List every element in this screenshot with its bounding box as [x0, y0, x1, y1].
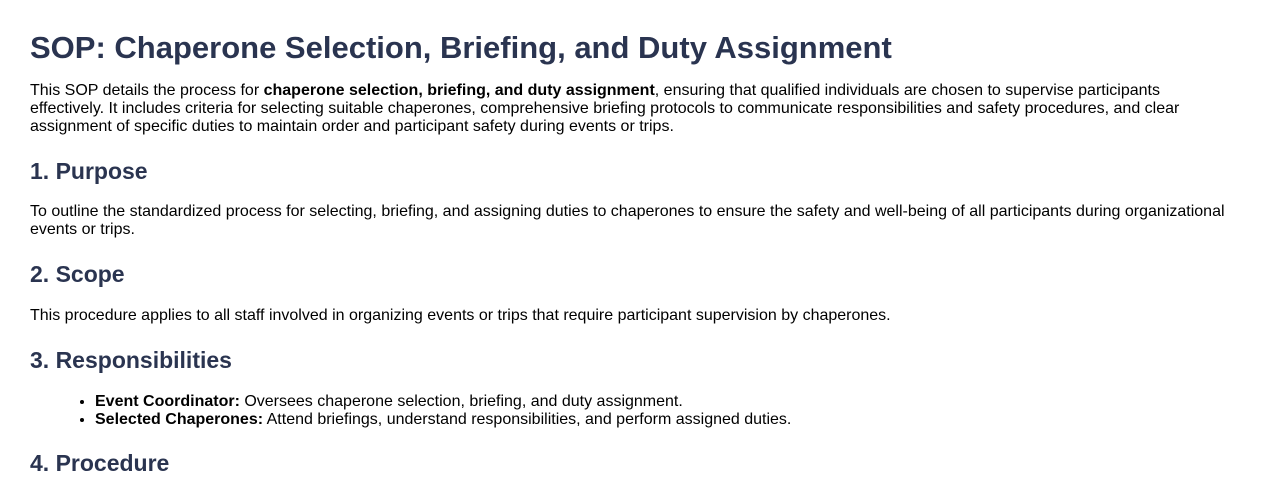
list-item — [95, 393, 1233, 411]
role-description: Attend briefings, understand responsibilities, and perform assigned duties. — [263, 411, 792, 428]
role-label: Selected Chaperones: — [95, 411, 264, 428]
responsibilities-list — [30, 393, 1233, 429]
role-label: Event Coordinator: — [95, 393, 240, 410]
list-item — [95, 411, 1233, 429]
scope-heading: 2. Scope — [30, 261, 125, 287]
role-description: Oversees chaperone selection, briefing, and duty assignment. — [239, 393, 683, 410]
procedure-heading: 4. Procedure — [30, 450, 170, 476]
purpose-text: To outline the standardized process for selecting, briefing, and assigning duties to chaperones to ensure the safety and well-being of all participants during organizational events or trips. — [30, 203, 1225, 238]
responsibilities-heading: 3. Responsibilities — [30, 347, 232, 373]
page-title: SOP: Chaperone Selection, Briefing, and Duty Assignment — [30, 30, 892, 65]
intro-bold-text: chaperone selection, briefing, and duty assignment — [263, 82, 655, 99]
intro-paragraph — [30, 82, 1233, 136]
intro-text-start: This SOP details the process for — [30, 82, 264, 99]
scope-text: This procedure applies to all staff involved in organizing events or trips that require participant supervision by chaperones. — [30, 307, 891, 324]
purpose-heading: 1. Purpose — [30, 158, 148, 184]
intro-text-end: , ensuring that qualified individuals are chosen to supervise participants effectively. It includes criteria for selecting suitable chaperones, comprehensive briefing protocols to communicate responsibilities and safety procedures, and clear assignment of specific duties to maintain order and participant safety during events or trips. — [30, 82, 1180, 135]
